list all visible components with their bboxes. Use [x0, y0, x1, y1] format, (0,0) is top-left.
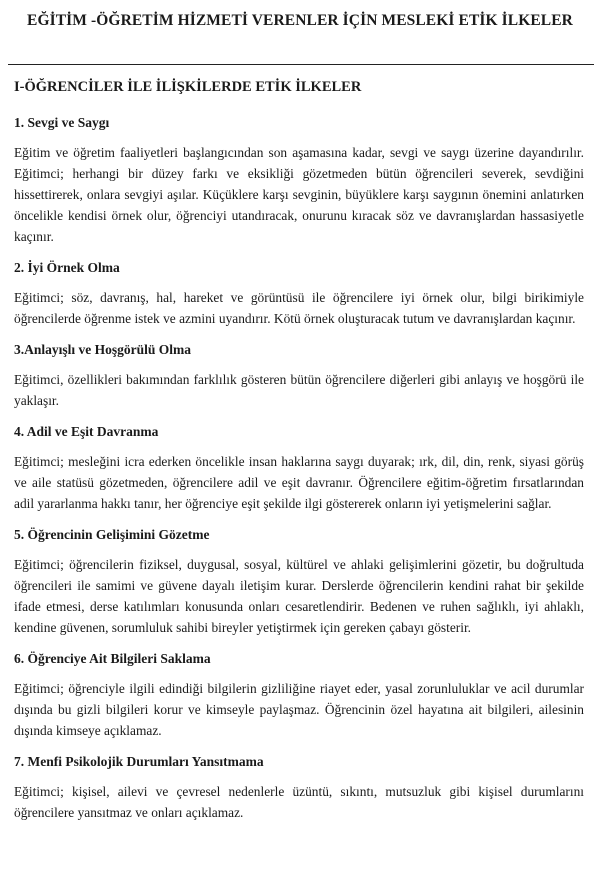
section-gelisim-gozetme — [14, 526, 584, 638]
section-heading: 5. Öğrencinin Gelişimini Gözetme — [14, 527, 210, 542]
section-heading: 1. Sevgi ve Saygı — [14, 115, 110, 130]
title-divider — [8, 64, 594, 65]
section-body: Eğitimci; kişisel, ailevi ve çevresel nedenlerle üzüntü, sıkıntı, mutsuzluk gibi kişisel durumlarını öğrencilere yansıtmaz ve onları açıklamaz. — [14, 784, 584, 820]
section-body: Eğitimci; söz, davranış, hal, hareket ve görüntüsü ile öğrencilere iyi örnek olur, bilgi birikimiyle öğrencilerde öğrenme istek ve azmini uyandırır. Kötü örnek oluşturacak tutum ve davranışlardan kaçınır. — [14, 290, 584, 326]
section-body: Eğitimci; öğrencilerin fiziksel, duygusal, sosyal, kültürel ve ahlaki gelişimlerini gözetir, bu doğrultuda öğrencileri ile samimi ve güvene dayalı iletişim kurar. Derslerde öğrencilerin kendini rahat bir şekilde ifade etmesi, derse katılımları konusunda onları cesaretlendirir. Bedenen ve ruhen sağlıklı, iyi ahlaklı, kendine güvenen, sorumluluk sahibi bireyler yetiştirmek için gereken çabayı gösterir. — [14, 557, 584, 635]
section-adil-esit — [14, 423, 584, 514]
section-body: Eğitimci; öğrenciyle ilgili edindiği bilgilerin gizliliğine riayet eder, yasal zorunluluklar ve acil durumlar dışında bu gizli bilgileri korur ve kimseyle paylaşmaz. Öğrencinin özel hayatına ait bilgileri, ailesinin dışında kimseye açıklamaz. — [14, 681, 584, 738]
section-heading: 3.Anlayışlı ve Hoşgörülü Olma — [14, 342, 192, 357]
section-bilgi-saklama — [14, 650, 584, 741]
section-body: Eğitimci; mesleğini icra ederken öncelikle insan haklarına saygı duyarak; ırk, dil, din, renk, siyasi görüş ve aile statüsü gözetmeden, öğrencilere adil ve eşit davranır. Öğrencilere eğitim-öğretim fırsatlarından adil yararlanma hakkı tanır, her öğrenciye eşit şekilde ilgi göstererek onların iyi yetişmelerini sağlar. — [14, 454, 584, 511]
document-title: EĞİTİM -ÖĞRETİM HİZMETİ VERENLER İÇİN MESLEKİ ETİK İLKELER — [27, 12, 573, 29]
section-body: Eğitimci, özellikleri bakımından farklılık gösteren bütün öğrencilere diğerleri gibi anlayış ve hoşgörü ile yaklaşır. — [14, 372, 584, 408]
section-heading: 6. Öğrenciye Ait Bilgileri Saklama — [14, 651, 211, 666]
section-heading: 4. Adil ve Eşit Davranma — [14, 424, 159, 439]
section-body: Eğitim ve öğretim faaliyetleri başlangıcından son aşamasına kadar, sevgi ve saygı üzerine dayandırılır. Eğitimci; herhangi bir düzey farkı ve eksikliği gözetmeden bütün öğrencileri severek, sevdiğini hissettirerek, onlara sevgiyi aşılar. Küçüklere karşı sevginin, büyüklere karşı saygının önemini anlatırken öncelikle kendisi örnek olur, öğrenciyi utandıracak, onurunu kıracak söz ve davranışlardan hassasiyetle kaçınır. — [14, 145, 584, 244]
section-sevgi-saygi — [14, 114, 584, 247]
part-title: I-ÖĞRENCİLER İLE İLİŞKİLERDE ETİK İLKELER — [14, 79, 362, 95]
section-heading: 2. İyi Örnek Olma — [14, 260, 120, 275]
section-iyi-ornek-olma — [14, 259, 584, 329]
section-psikolojik-durumlar — [14, 753, 584, 823]
section-anlayisli-hosgorulu — [14, 341, 584, 411]
section-heading: 7. Menfi Psikolojik Durumları Yansıtmama — [14, 754, 264, 769]
sections-container — [14, 114, 584, 835]
